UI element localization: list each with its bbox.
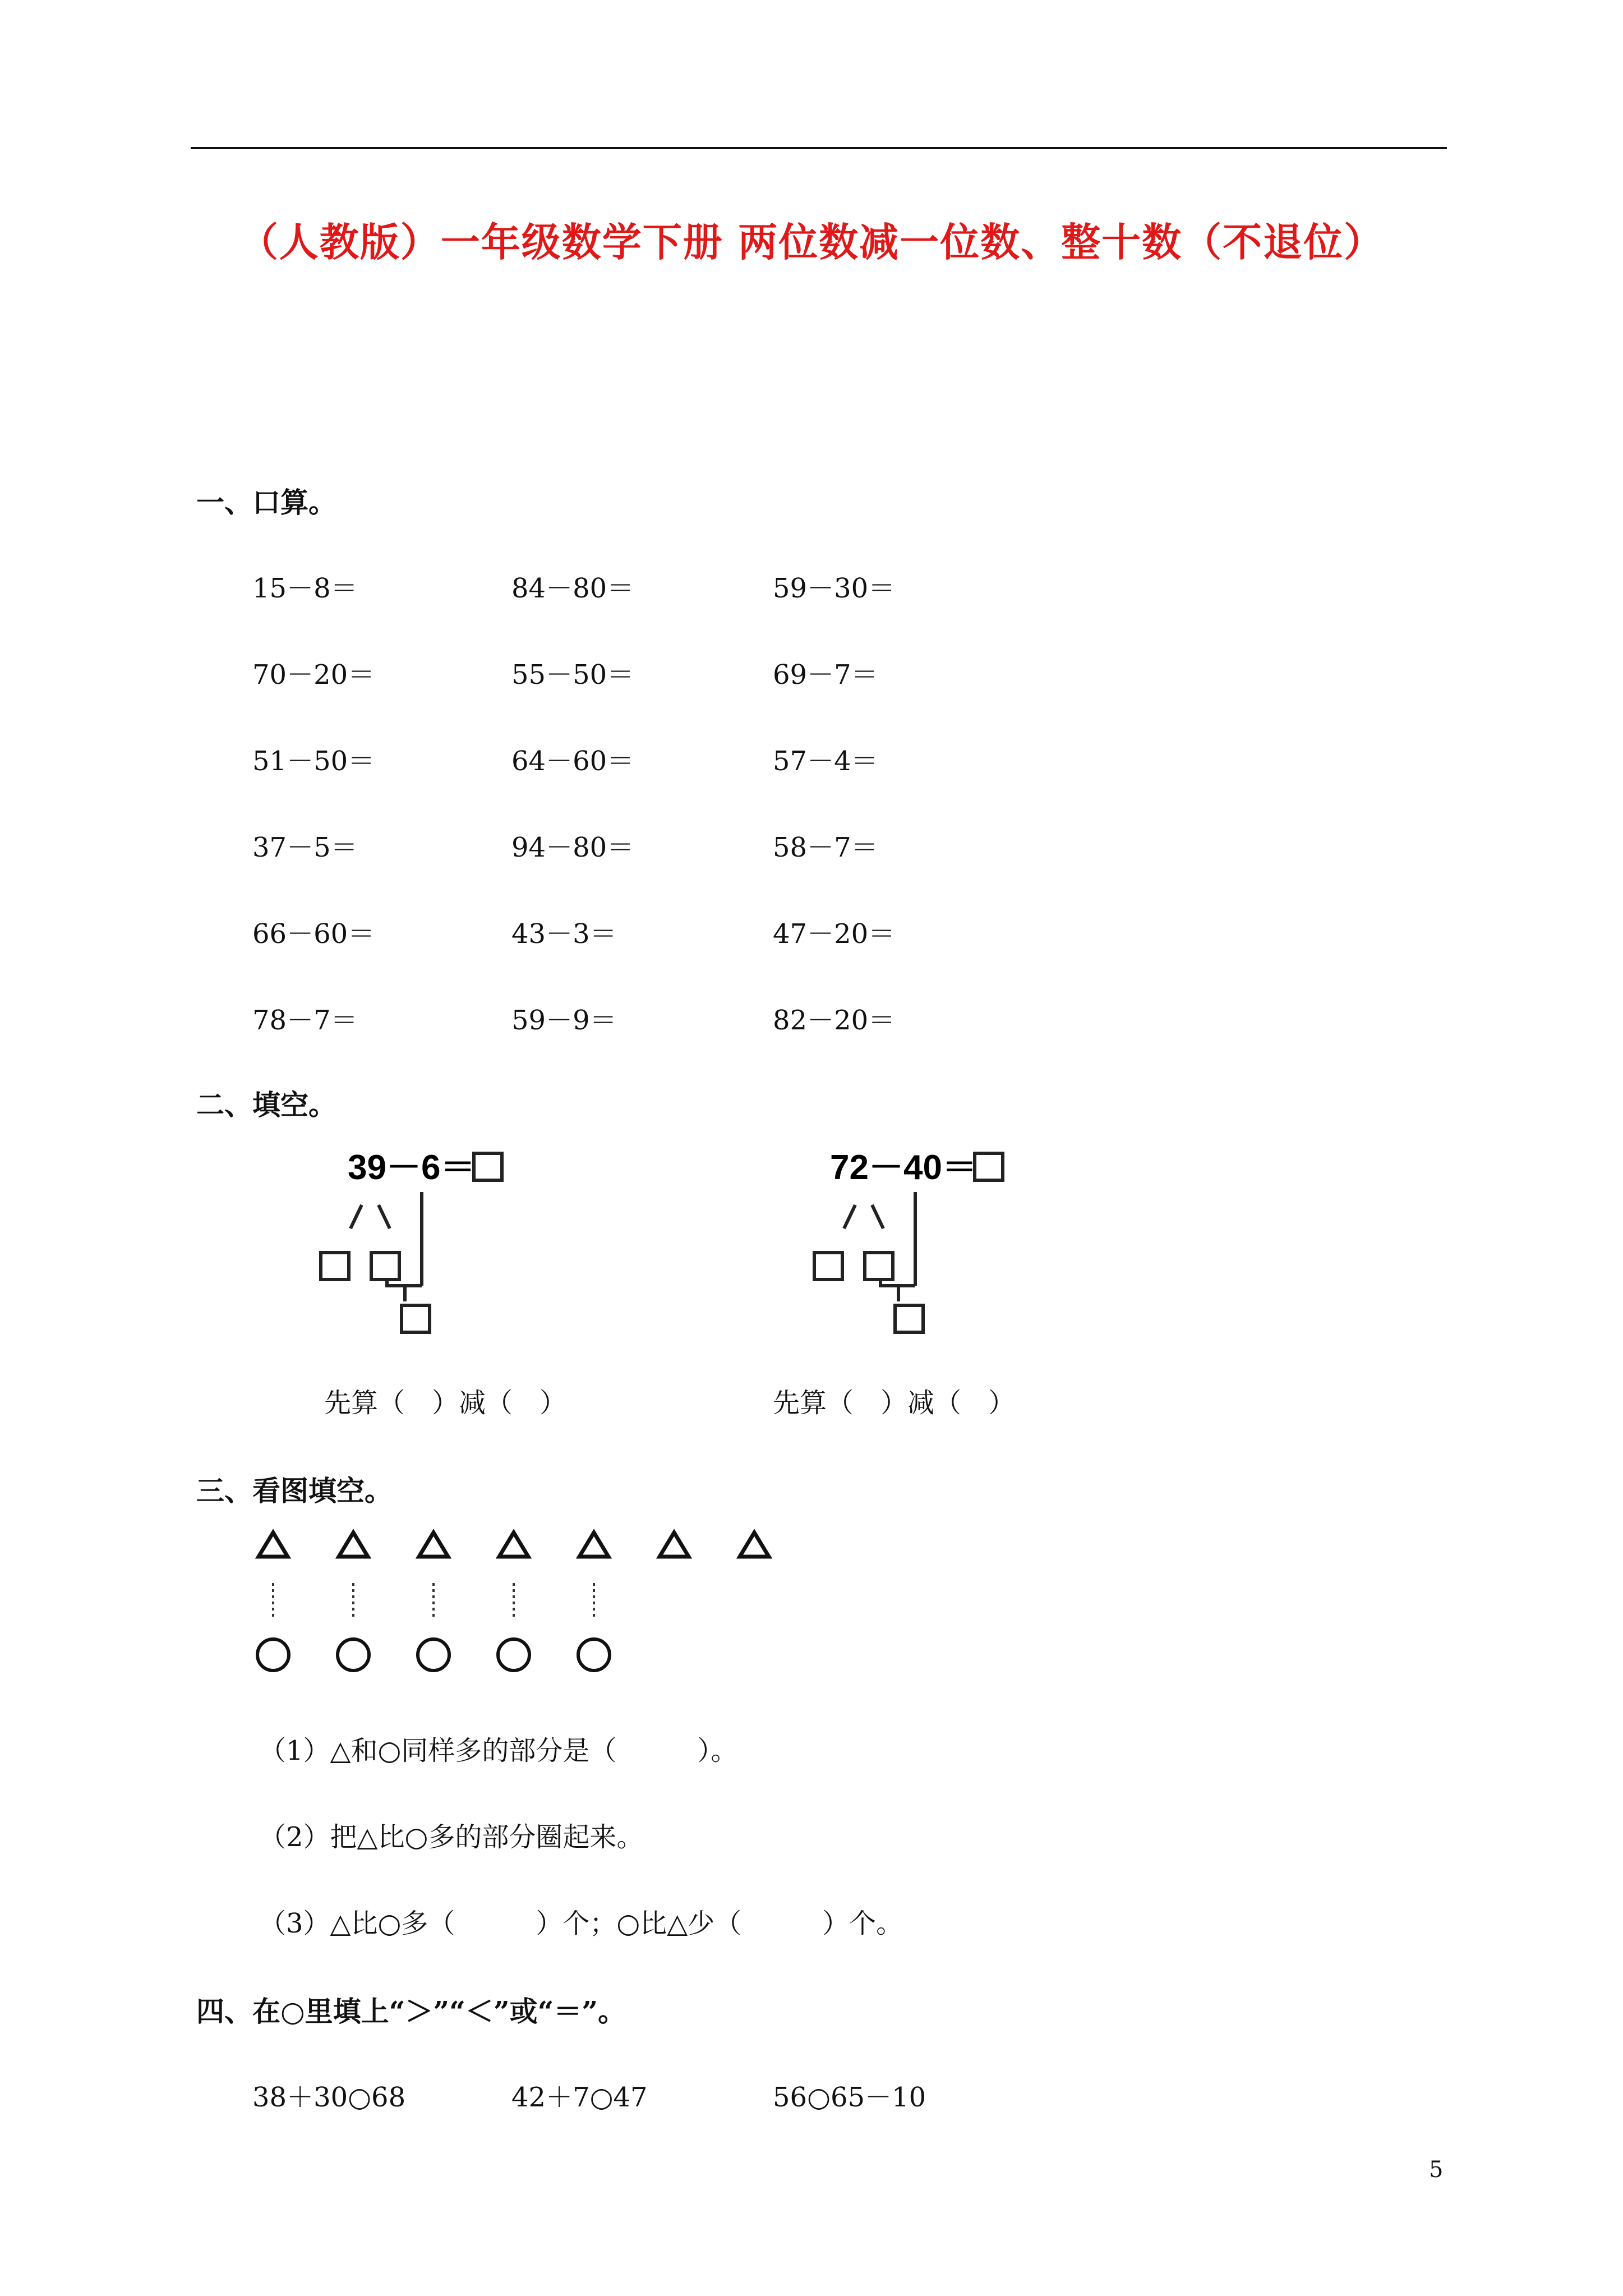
section1-heading: 一、口算。 [196,486,336,519]
triangle-shape [419,1533,448,1557]
triangle-shape [579,1533,608,1557]
ones-box [865,1253,893,1280]
tens-box [321,1253,349,1280]
result-box [895,1305,923,1332]
circle-shape [257,1639,289,1671]
oral-calc-item: 78－7＝ [252,1005,358,1036]
triangle-shape [499,1533,528,1557]
oral-calc-item: 66－60＝ [252,918,375,950]
oral-calc-item: 94－80＝ [511,832,634,863]
diagram-1-caption: 先算（ ）减（ ） [324,1387,567,1419]
oral-calc-item: 70－20＝ [252,659,375,691]
section2-heading: 二、填空。 [196,1088,336,1121]
split-line-left [844,1205,855,1228]
answer-box [975,1153,1003,1180]
oral-calc-item: 64－60＝ [511,746,634,777]
split-line-left [351,1205,362,1228]
oral-calc-item: 47－20＝ [773,918,896,950]
triangle-shape [740,1533,769,1557]
oral-calc-item: 84－80＝ [511,573,634,604]
result-box [402,1305,430,1332]
oral-calc-item: 57－4＝ [773,746,878,777]
triangle-shape [660,1533,689,1557]
oral-calc-item: 69－7＝ [773,659,878,691]
compare-item: 38＋30○68 [252,2082,406,2113]
oral-calc-item: 58－7＝ [773,832,878,863]
page-number: 5 [1429,2157,1444,2183]
oral-calc-item: 59－9＝ [511,1005,617,1036]
answer-box [474,1153,502,1180]
question-3: （3）△比○多（ ）个；○比△少（ ）个。 [259,1908,903,1939]
split-line-right [872,1205,883,1228]
circle-shape [338,1639,369,1671]
diagram-2-caption: 先算（ ）减（ ） [773,1387,1016,1419]
diagram-expression: 72－40＝ [830,1148,977,1187]
compare-item: 42＋7○47 [511,2082,648,2113]
circle-shape [418,1639,449,1671]
oral-calc-item: 51－50＝ [252,746,375,777]
oral-calc-item: 15－8＝ [252,573,358,604]
decomposition-diagram-2 [796,1139,1032,1352]
question-1: （1）△和○同样多的部分是（ ）。 [259,1735,738,1766]
oral-calc-item: 82－20＝ [773,1005,896,1036]
decomposition-diagram-1 [303,1139,538,1352]
oral-calc-item: 37－5＝ [252,832,358,863]
section3-heading: 三、看图填空。 [196,1474,393,1507]
triangles-circles-figure [241,1526,802,1694]
tens-box [814,1253,842,1280]
section4-heading: 四、在○里填上“＞”“＜”或“＝”。 [196,1995,626,2028]
top-rule [191,147,1447,149]
split-line-right [379,1205,390,1228]
compare-item: 56○65－10 [773,2082,926,2113]
question-2: （2）把△比○多的部分圈起来。 [259,1821,644,1853]
ones-box [371,1253,399,1280]
circle-shape [498,1639,529,1671]
oral-calc-item: 43－3＝ [511,918,617,950]
oral-calc-item: 59－30＝ [773,573,896,604]
page-title: （人教版）一年级数学下册 两位数减一位数、整十数（不退位） [238,219,1385,265]
triangle-shape [339,1533,368,1557]
diagram-expression: 39－6＝ [348,1148,476,1187]
oral-calc-item: 55－50＝ [511,659,634,691]
triangle-shape [259,1533,288,1557]
circle-shape [578,1639,610,1671]
